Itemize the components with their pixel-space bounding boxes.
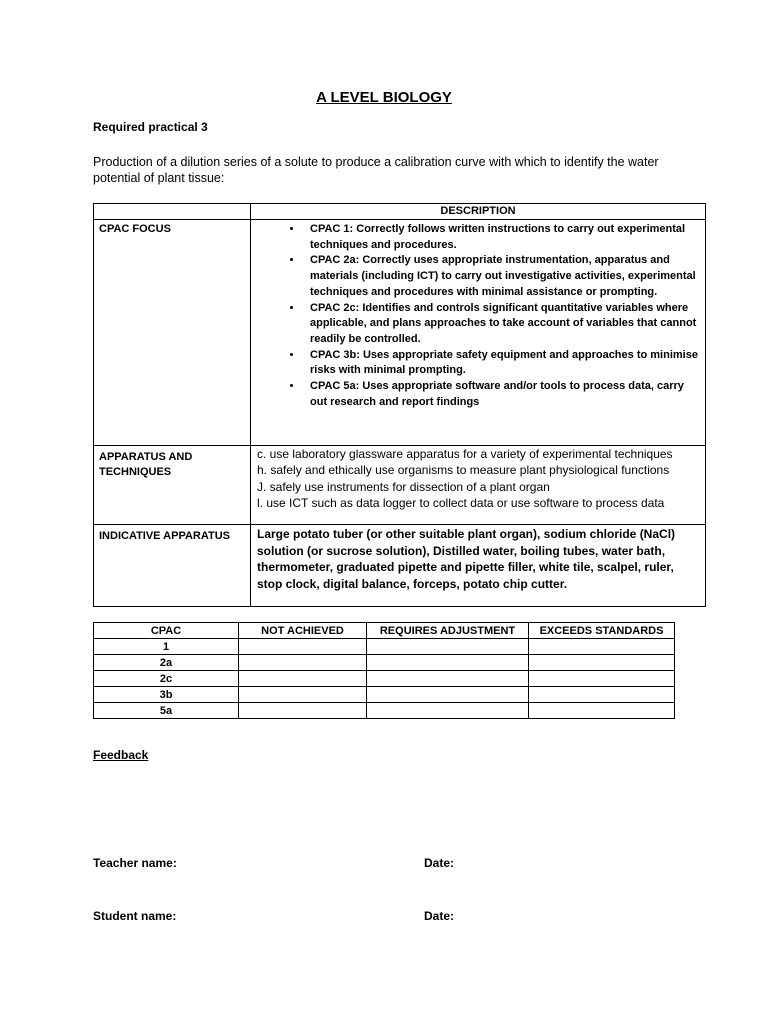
exceeds-standards-cell[interactable] bbox=[529, 655, 675, 671]
table-row bbox=[94, 687, 675, 703]
practical-number: Required practical 3 bbox=[93, 120, 208, 134]
requires-adjustment-cell[interactable] bbox=[367, 671, 529, 687]
empty-header-cell bbox=[94, 204, 251, 220]
requires-adjustment-cell[interactable] bbox=[367, 687, 529, 703]
requires-adjustment-cell[interactable] bbox=[367, 703, 529, 719]
cpac-code: 3b bbox=[94, 687, 239, 703]
cpac-code: 2a bbox=[94, 655, 239, 671]
exceeds-standards-cell[interactable] bbox=[529, 671, 675, 687]
table-row bbox=[94, 671, 675, 687]
teacher-name-label: Teacher name: bbox=[93, 856, 177, 870]
indicative-apparatus-label: INDICATIVE APPARATUS bbox=[94, 525, 251, 607]
list-item: • CPAC 3b: Uses appropriate safety equipment and approaches to minimise risks with minimal prompting. bbox=[303, 348, 699, 379]
table-row bbox=[94, 639, 675, 655]
cpac-description-table bbox=[93, 203, 706, 607]
technique-line: l. use ICT such as data logger to collect data or use software to process data bbox=[257, 495, 665, 510]
list-item: • CPAC 1: Correctly follows written instructions to carry out experimental techniques and procedures. bbox=[303, 222, 699, 253]
header-not-achieved: NOT ACHIEVED bbox=[239, 623, 367, 639]
practical-description: Production of a dilution series of a solute to produce a calibration curve with which to identify the water potential of plant tissue: bbox=[93, 155, 659, 185]
exceeds-standards-cell[interactable] bbox=[529, 687, 675, 703]
exceeds-standards-cell[interactable] bbox=[529, 639, 675, 655]
apparatus-techniques-cell bbox=[251, 446, 706, 525]
technique-line: h. safely and ethically use organisms to measure plant physiological functions bbox=[257, 463, 670, 478]
header-requires-adjustment: REQUIRES ADJUSTMENT bbox=[367, 623, 529, 639]
not-achieved-cell[interactable] bbox=[239, 639, 367, 655]
student-date-label: Date: bbox=[424, 909, 455, 923]
not-achieved-cell[interactable] bbox=[239, 655, 367, 671]
description-header: DESCRIPTION bbox=[251, 204, 706, 220]
exceeds-standards-cell[interactable] bbox=[529, 703, 675, 719]
list-item: • CPAC 2a: Correctly uses appropriate instrumentation, apparatus and materials (including ICT) to carry out investigative activities, experimental techniques and procedures with minimal assistance or prompting. bbox=[303, 253, 699, 300]
assessment-header-row bbox=[94, 623, 675, 639]
technique-line: c. use laboratory glassware apparatus for a variety of experimental techniques bbox=[257, 447, 673, 461]
table-header-row bbox=[94, 204, 706, 220]
feedback-heading: Feedback bbox=[93, 748, 149, 762]
cpac-focus-row bbox=[94, 220, 706, 446]
list-item: • CPAC 2c: Identifies and controls significant quantitative variables where applicable, and plans approaches to take account of variables that cannot readily be controlled. bbox=[303, 301, 699, 348]
table-row bbox=[94, 655, 675, 671]
student-name-label: Student name: bbox=[93, 909, 177, 923]
cpac-code: 1 bbox=[94, 639, 239, 655]
apparatus-techniques-label: APPARATUS AND TECHNIQUES bbox=[94, 446, 251, 525]
header-cpac: CPAC bbox=[94, 623, 239, 639]
not-achieved-cell[interactable] bbox=[239, 703, 367, 719]
requires-adjustment-cell[interactable] bbox=[367, 639, 529, 655]
cpac-focus-cell bbox=[251, 220, 706, 446]
cpac-code: 5a bbox=[94, 703, 239, 719]
not-achieved-cell[interactable] bbox=[239, 671, 367, 687]
cpac-focus-label: CPAC FOCUS bbox=[94, 220, 251, 446]
teacher-date-label: Date: bbox=[424, 856, 455, 870]
page-title: A LEVEL BIOLOGY bbox=[316, 89, 452, 106]
header-exceeds-standards: EXCEEDS STANDARDS bbox=[529, 623, 675, 639]
list-item: • CPAC 5a: Uses appropriate software and/or tools to process data, carry out research and report findings bbox=[303, 379, 699, 410]
technique-line: J. safely use instruments for dissection of a plant organ bbox=[257, 479, 550, 494]
indicative-apparatus-text: Large potato tuber (or other suitable plant organ), sodium chloride (NaCl) solution (or sucrose solution), Distilled water, boiling tubes, water bath, thermometer, graduated pipette and pipette filler, white tile, scalpel, ruler, stop clock, digital balance, forceps, potato chip cutter. bbox=[251, 525, 706, 607]
not-achieved-cell[interactable] bbox=[239, 687, 367, 703]
assessment-table bbox=[93, 622, 675, 719]
indicative-apparatus-row bbox=[94, 525, 706, 607]
requires-adjustment-cell[interactable] bbox=[367, 655, 529, 671]
table-row bbox=[94, 703, 675, 719]
cpac-focus-list bbox=[257, 222, 699, 410]
apparatus-techniques-row bbox=[94, 446, 706, 525]
cpac-code: 2c bbox=[94, 671, 239, 687]
